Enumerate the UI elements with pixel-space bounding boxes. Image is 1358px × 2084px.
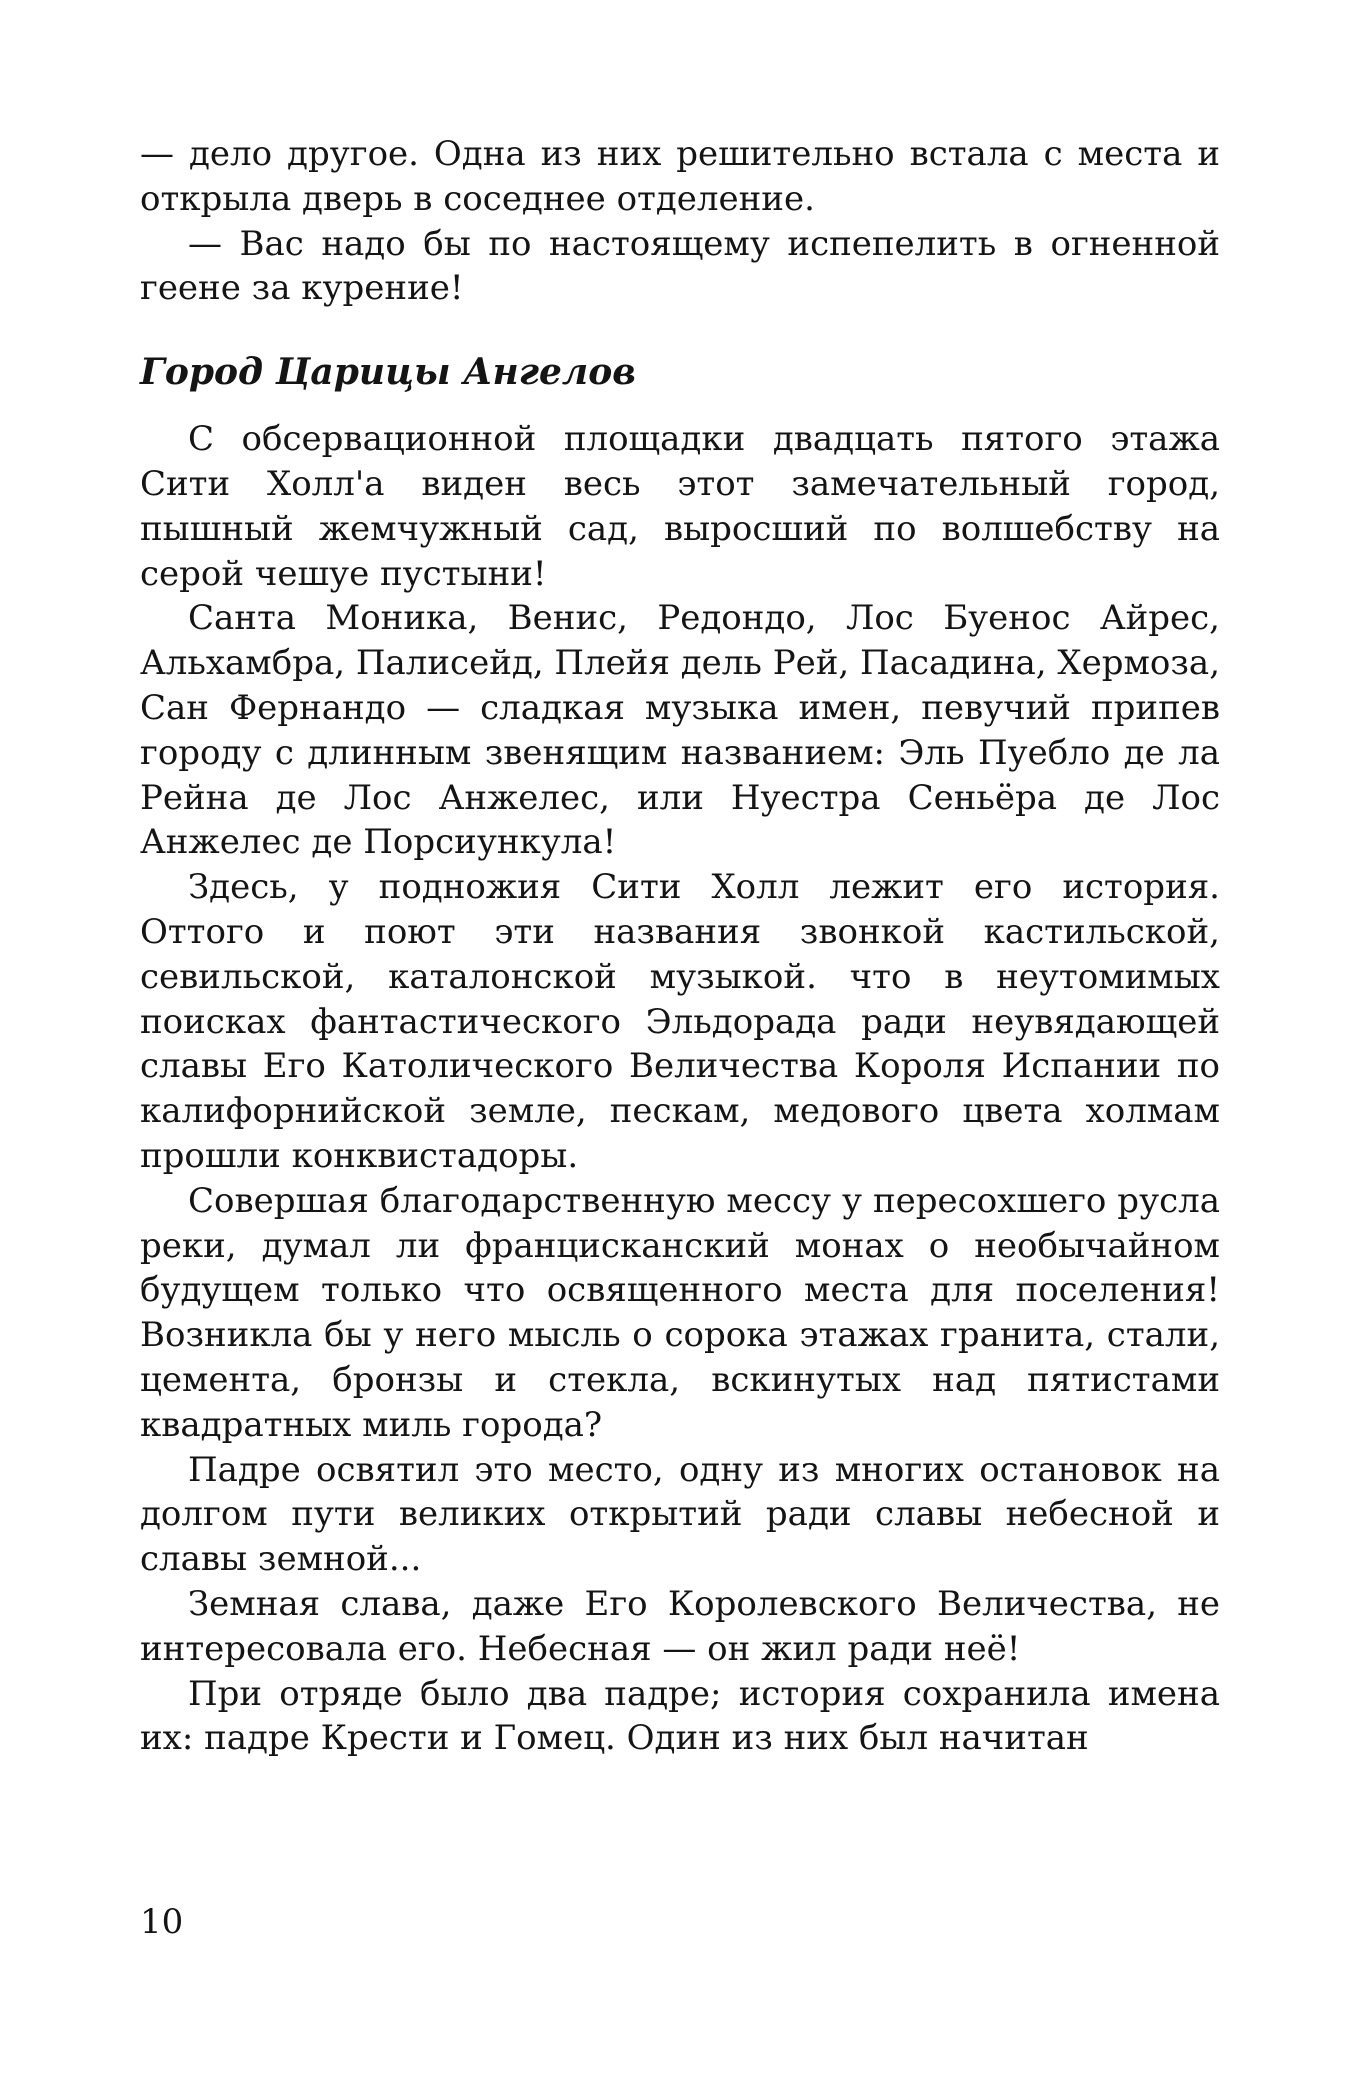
- paragraph-body-4: Совершая благодарственную мессу у пересохшего русла реки, думал ли францисканский монах о необычайном будущем только что освященного места для поселения! Возникла бы у него мысль о сорока этажах гранита, стали, цемента, бронзы и стекла, вскинутых над пятистами квадратных миль города?: [140, 1180, 1220, 1445]
- book-page: [140, 132, 1220, 1761]
- paragraph-body-7: При отряде было два падре; история сохранила имена их: падре Крести и Гомец. Один из них был начитан: [140, 1673, 1220, 1759]
- section-heading: Город Царицы Ангелов: [140, 351, 636, 394]
- paragraph-body-2: Санта Моника, Венис, Редондо, Лос Буенос Айрес, Альхамбра, Палисейд, Плейя дель Рей, Пасадина, Хермоза, Сан Фернандо — сладкая музыка имен, певучий припев городу с длинным звенящим названием: Эль Пуебло де ла Рейна де Лос Анжелес, или Нуестра Сеньёра де Лос Анжелес де Порсиункула!: [140, 598, 1220, 863]
- paragraph-continuation: — дело другое. Одна из них решительно встала с места и открыла дверь в соседнее отделение.: [140, 134, 1220, 219]
- paragraph-body-5: Падре освятил это место, одну из многих остановок на долгом пути великих открытий ради славы небесной и славы земной...: [140, 1449, 1220, 1580]
- paragraph-body-3: Здесь, у подножия Сити Холл лежит его история. Оттого и поют эти названия звонкой кастильской, севильской, каталонской музыкой. что в неутомимых поисках фантастического Эльдорада ради неувядающей славы Его Католического Величества Короля Испании по калифорнийской земле, пескам, медового цвета холмам прошли конквистадоры.: [140, 867, 1220, 1176]
- paragraph-dialogue: — Вас надо бы по настоящему испепелить в огненной геене за курение!: [140, 223, 1220, 309]
- page-number: 10: [140, 1902, 184, 1942]
- paragraph-body-1: С обсервационной площадки двадцать пятого этажа Сити Холл'а виден весь этот замечательный город, пышный жемчужный сад, выросший по волшебству на серой чешуе пустыни!: [140, 419, 1220, 594]
- paragraph-body-6: Земная слава, даже Его Королевского Величества, не интересовала его. Небесная — он жил ради неё!: [140, 1583, 1220, 1669]
